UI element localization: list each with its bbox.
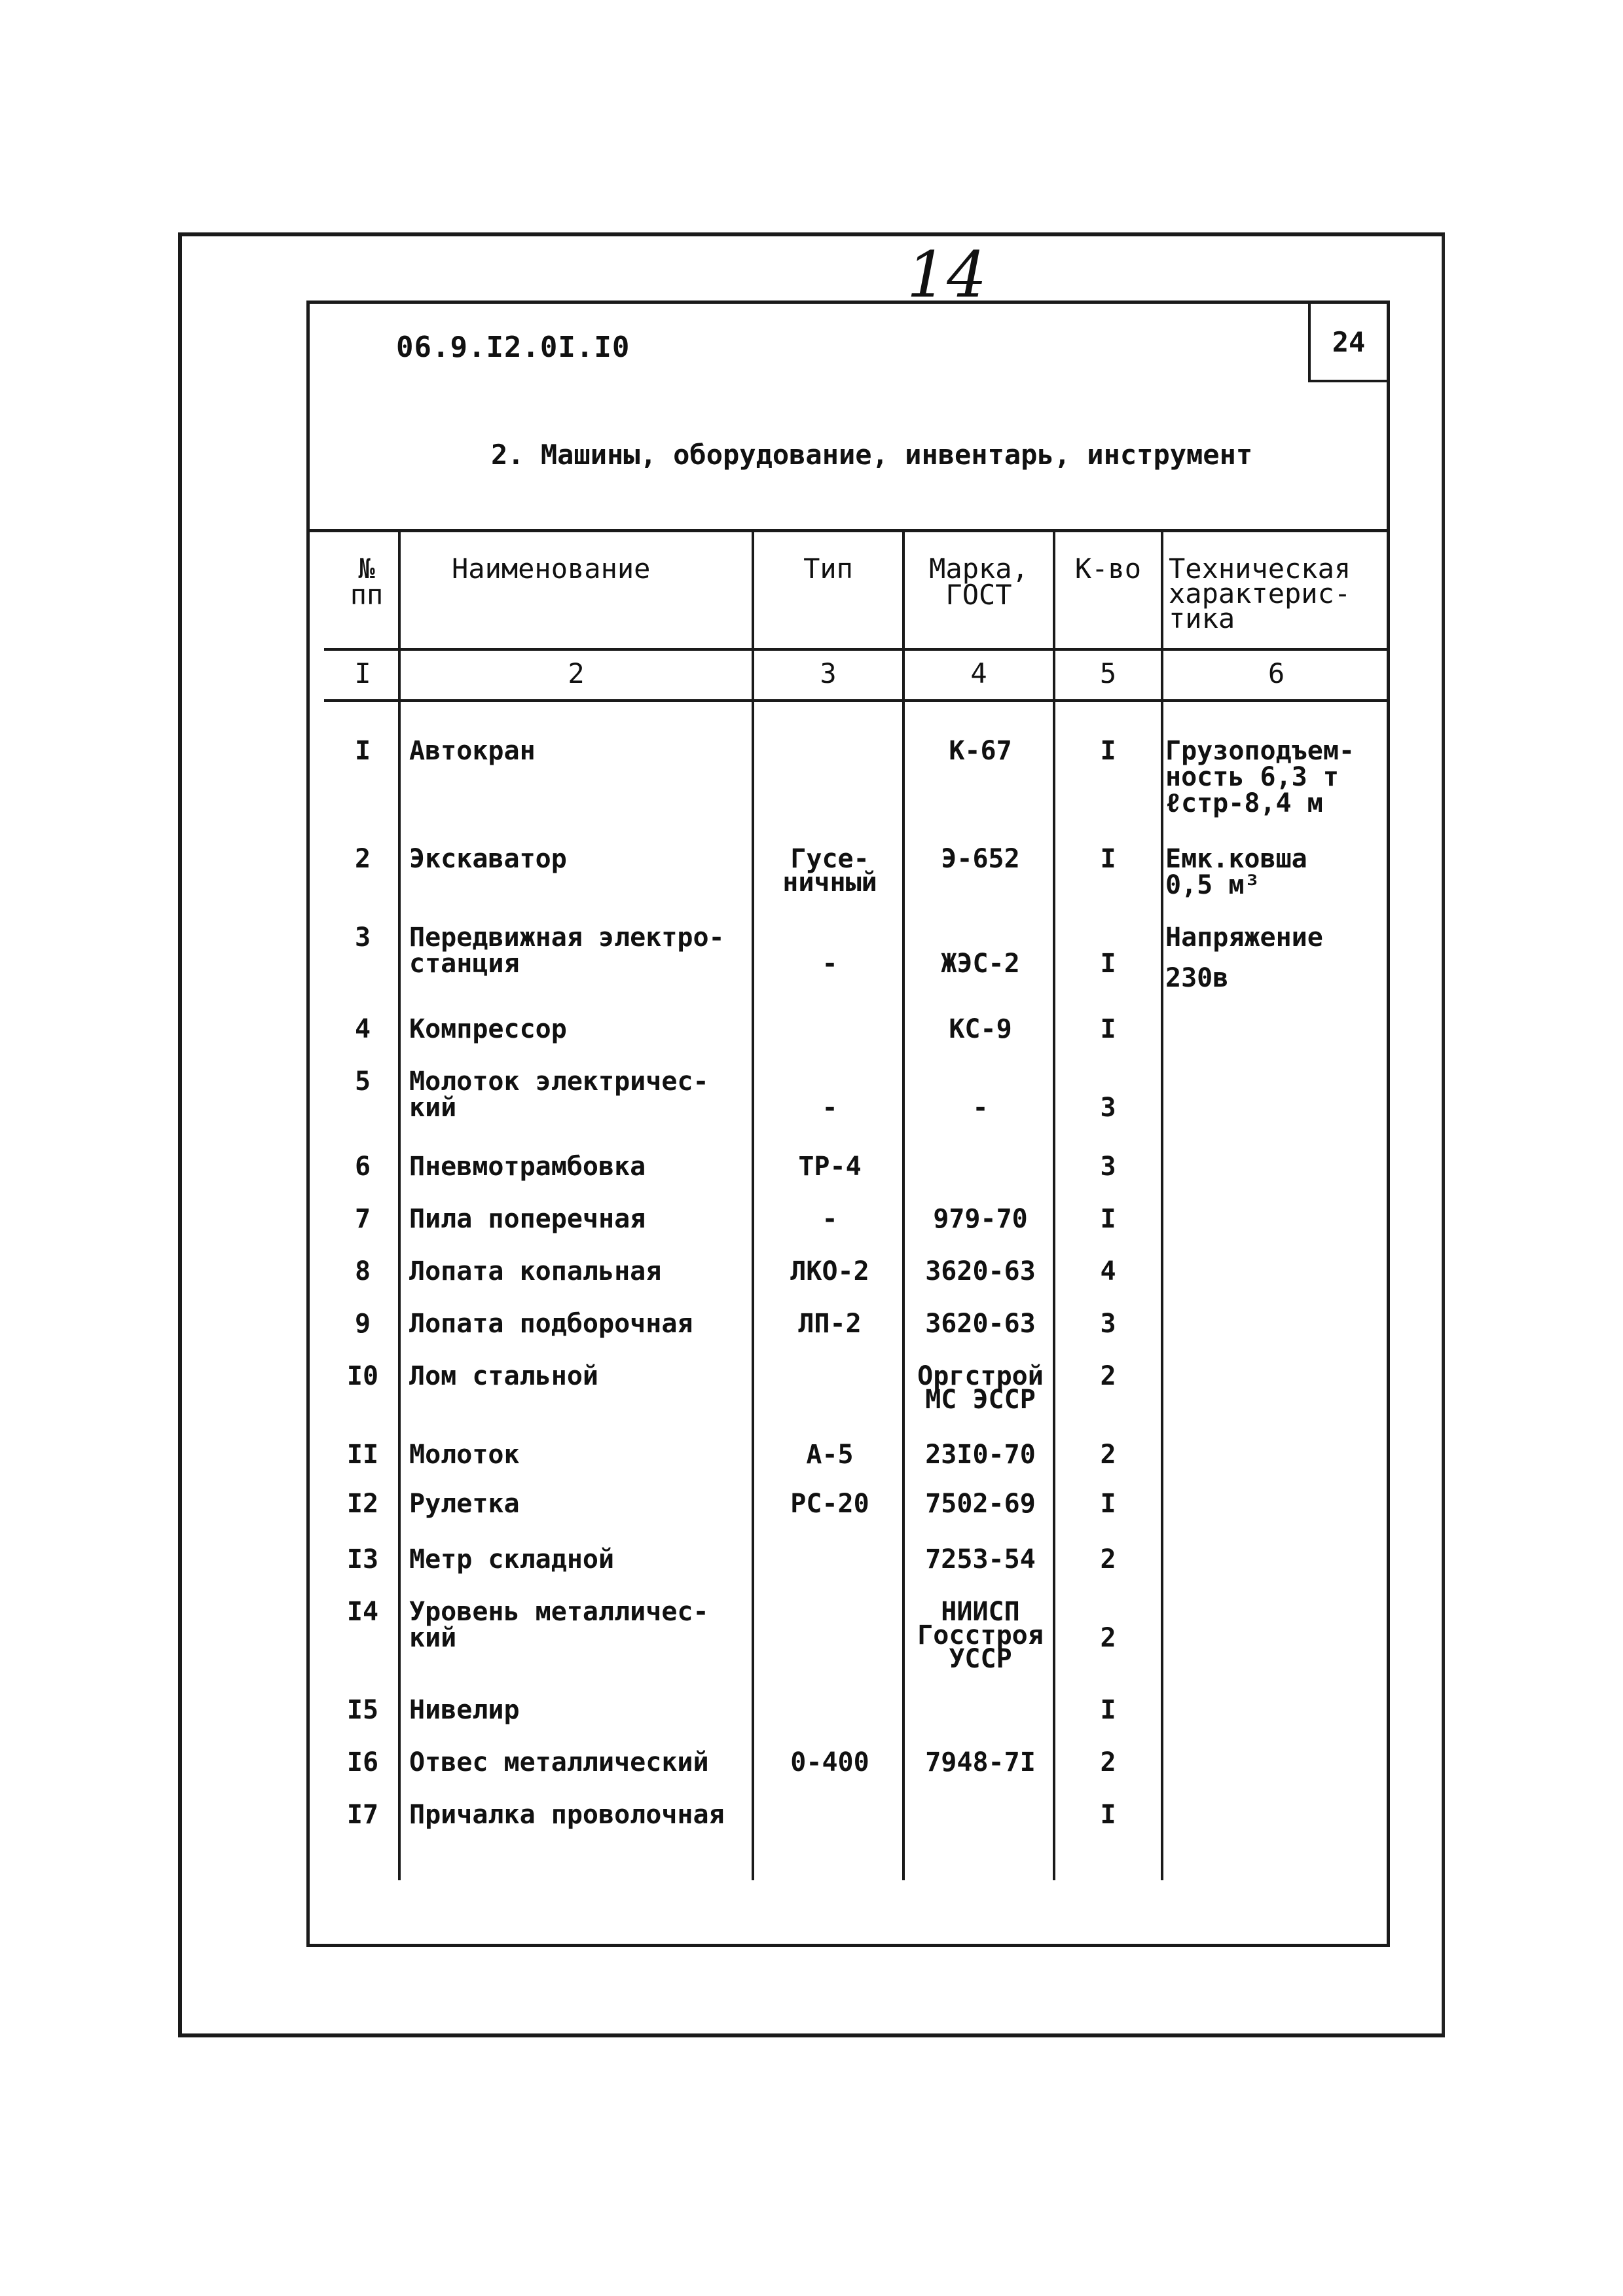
cell-num: 5 [354,1066,371,1097]
cell-qty: 3 [1100,1152,1116,1182]
cell-num: 7 [354,1204,371,1234]
cell-qty: I [1100,844,1116,874]
cell-tech: Грузоподъем- [1165,736,1355,766]
cell-type: Гусе- [790,844,869,874]
sheet-number: 24 [1308,304,1387,382]
table-top-rule [308,529,1389,532]
cell-mark: Оргстрой [917,1361,1044,1391]
cell-name: Пила поперечная [409,1204,646,1234]
column-number-5: 5 [1099,657,1117,689]
cell-name: Экскаватор [409,844,567,874]
cell-name: Компрессор [409,1014,567,1044]
cell-qty: 2 [1100,1623,1116,1653]
header-qty: К-во [1074,553,1142,585]
cell-mark: Э-652 [941,844,1020,874]
cell-tech: 230в [1165,963,1229,993]
cell-name: Пневмотрамбовка [409,1152,646,1182]
cell-qty: 2 [1100,1361,1116,1391]
cell-qty: 3 [1100,1309,1116,1339]
cell-mark: - [972,1093,989,1123]
column-divider-1 [398,532,401,1880]
column-divider-5 [1161,532,1163,1880]
cell-type: 0-400 [790,1747,869,1777]
cell-type: - [822,1204,838,1234]
cell-name: Автокран [409,736,536,766]
cell-name: Нивелир [409,1695,520,1725]
cell-mark: КС-9 [949,1014,1012,1044]
document-code: 06.9.I2.0I.I0 [396,331,630,364]
cell-type: ТР-4 [798,1152,862,1182]
cell-mark: УССР [949,1644,1012,1674]
header-type: Тип [803,553,853,585]
cell-mark: Госстроя [917,1620,1044,1650]
cell-num: II [346,1440,379,1470]
cell-mark: 7502-69 [925,1489,1036,1519]
header-name: Наименование [452,553,651,585]
cell-name: кий [409,1623,457,1653]
cell-num: 2 [354,844,371,874]
cell-name: Причалка проволочная [409,1800,725,1830]
cell-num: 6 [354,1152,371,1182]
column-number-3: 3 [820,657,837,689]
cell-qty: 3 [1100,1093,1116,1123]
cell-type: А-5 [806,1440,854,1470]
column-number-6: 6 [1267,657,1285,689]
cell-num: I7 [346,1800,379,1830]
cell-qty: 2 [1100,1747,1116,1777]
cell-tech: Емк.ковша [1165,844,1307,874]
cell-qty: 2 [1100,1544,1116,1575]
cell-type: ничный [782,867,877,898]
cell-qty: I [1100,736,1116,766]
cell-mark: К-67 [949,736,1012,766]
cell-qty: I [1100,1800,1116,1830]
cell-num: 3 [354,922,371,953]
cell-tech: Напряжение [1165,922,1323,953]
cell-mark: 23I0-70 [925,1440,1036,1470]
cell-tech: ность 6,3 т [1165,762,1339,792]
cell-name: Уровень металличес- [409,1597,709,1627]
cell-num: I6 [346,1747,379,1777]
section-title: 2. Машины, оборудование, инвентарь, инструмент [491,439,1253,471]
cell-name: Рулетка [409,1489,520,1519]
cell-mark: 979-70 [933,1204,1028,1234]
header-rule [324,648,1389,651]
cell-num: 9 [354,1309,371,1339]
cell-mark: 3620-63 [925,1309,1036,1339]
cell-name: Молоток электричес- [409,1066,709,1097]
cell-num: I [354,736,371,766]
cell-qty: I [1100,949,1116,979]
cell-name: Лопата подборочная [409,1309,693,1339]
cell-mark: 7253-54 [925,1544,1036,1575]
cell-type: - [822,949,838,979]
cell-num: 8 [354,1256,371,1286]
cell-qty: 2 [1100,1440,1116,1470]
cell-qty: I [1100,1695,1116,1725]
cell-qty: I [1100,1489,1116,1519]
cell-name: Метр складной [409,1544,615,1575]
column-number-4: 4 [970,657,987,689]
column-divider-3 [902,532,905,1880]
cell-name: Лом стальной [409,1361,598,1391]
cell-tech: ℓстр-8,4 м [1165,788,1323,818]
cell-tech: 0,5 м³ [1165,870,1260,900]
column-number-rule [324,699,1389,702]
cell-name: Отвес металлический [409,1747,709,1777]
cell-mark: НИИСП [941,1597,1020,1627]
cell-type: РС-20 [790,1489,869,1519]
column-number-1: I [354,657,371,689]
cell-name: Передвижная электро- [409,922,725,953]
cell-num: I2 [346,1489,379,1519]
cell-mark: 7948-7I [925,1747,1036,1777]
column-number-2: 2 [568,657,585,689]
cell-num: I3 [346,1544,379,1575]
cell-qty: I [1100,1204,1116,1234]
cell-name: станция [409,949,520,979]
handwritten-page-number: 14 [907,238,987,312]
cell-type: - [822,1093,838,1123]
cell-num: I0 [346,1361,379,1391]
cell-num: I5 [346,1695,379,1725]
cell-mark: МС ЭССР [925,1385,1036,1415]
cell-type: ЛКО-2 [790,1256,869,1286]
cell-name: кий [409,1093,457,1123]
column-divider-2 [752,532,754,1880]
cell-type: ЛП-2 [798,1309,862,1339]
cell-qty: I [1100,1014,1116,1044]
cell-qty: 4 [1100,1256,1116,1286]
cell-num: 4 [354,1014,371,1044]
cell-mark: 3620-63 [925,1256,1036,1286]
cell-name: Лопата копальная [409,1256,662,1286]
cell-name: Молоток [409,1440,520,1470]
cell-num: I4 [346,1597,379,1627]
cell-mark: ЖЭС-2 [941,949,1020,979]
